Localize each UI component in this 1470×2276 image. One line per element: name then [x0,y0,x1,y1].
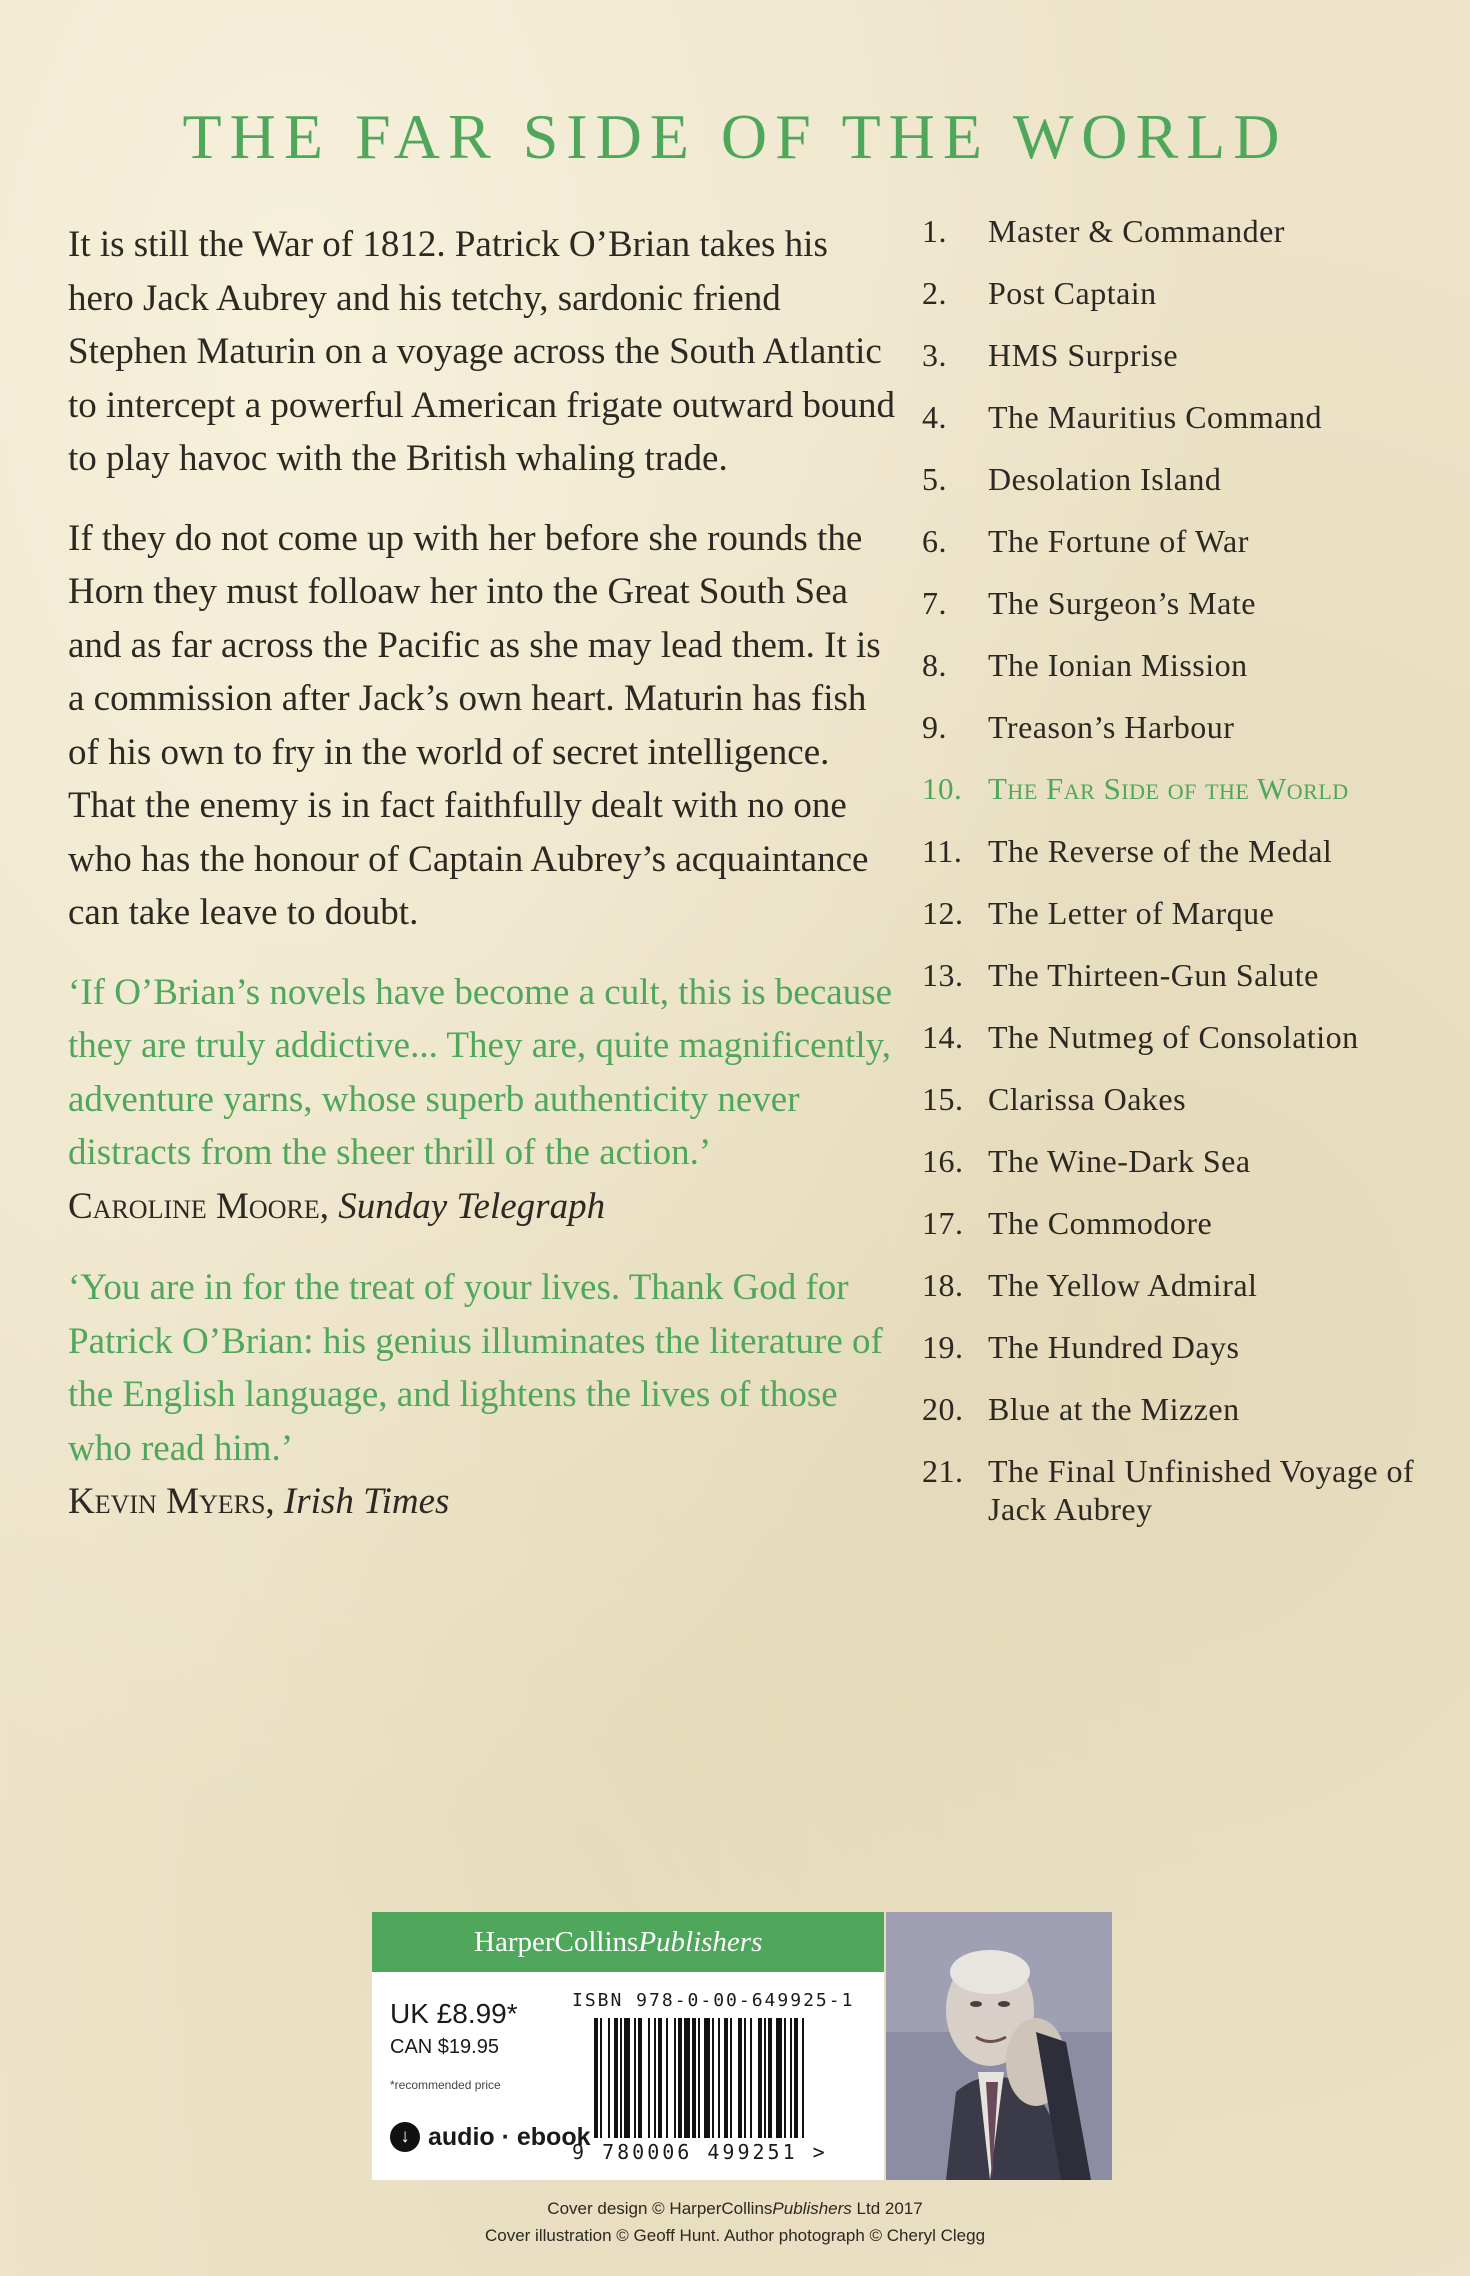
series-item [922,398,1462,460]
barcode-bar [624,2018,630,2138]
series-title: Blue at the Mizzen [988,1391,1240,1427]
series-item [922,956,1462,1018]
series-number: 12. [922,895,964,931]
series-title: HMS Surprise [988,337,1179,373]
book-title: THE FAR SIDE OF THE WORLD [182,101,1288,172]
series-item [922,1452,1462,1536]
series-number: 20. [922,1391,964,1427]
series-number: 8. [922,647,947,683]
series-item-current [922,770,1462,832]
series-title: The Far Side of the World [988,771,1349,806]
series-number: 15. [922,1081,964,1117]
barcode-bar [738,2018,742,2138]
barcode-bar [666,2018,668,2138]
barcode-bar [768,2018,772,2138]
series-title: The Letter of Marque [988,895,1275,931]
quote-author: Kevin Myers [68,1481,266,1522]
quote-text: ‘You are in for the treat of your lives. Thank God for Patrick O’Brian: his genius illuminates the literature of the English language, and lightens the lives of those who read him.’ [68,1267,883,1469]
barcode-panel [372,1912,1112,2180]
download-arrow-icon: ↓ [390,2122,420,2152]
series-title: The Mauritius Command [988,399,1323,435]
credit-line-design [0,2195,1470,2222]
barcode-bar [638,2018,642,2138]
review-quote-2 [68,1261,898,1529]
series-item [922,336,1462,398]
series-title: Master & Commander [988,213,1285,249]
series-number: 9. [922,709,947,745]
barcode-bar [784,2018,786,2138]
barcode-bar [594,2018,598,2138]
series-title: The Final Unfinished Voyage of Jack Aubrey [988,1453,1415,1527]
barcode-bar [744,2018,746,2138]
series-item [922,1142,1462,1204]
series-item [922,1328,1462,1390]
series-item [922,1080,1462,1142]
series-number: 16. [922,1143,964,1179]
series-title: The Hundred Days [988,1329,1240,1365]
series-number: 2. [922,275,947,311]
series-number: 3. [922,337,947,373]
barcode-bar [758,2018,762,2138]
author-photo [886,1912,1112,2180]
series-item [922,1204,1462,1266]
credit-publisher-italic: Publishers [772,2199,852,2218]
price-can: CAN $19.95 [390,2036,499,2058]
barcode-bar [712,2018,714,2138]
series-number: 21. [922,1453,964,1489]
price-note: *recommended price [390,2078,501,2092]
series-number: 18. [922,1267,964,1303]
barcode [594,2018,852,2138]
audio-ebook-label: audio · ebook [428,2122,591,2151]
series-title: The Yellow Admiral [988,1267,1258,1303]
barcode-bar [674,2018,676,2138]
isbn-label: ISBN 978-0-00-649925-1 [572,1990,855,2011]
barcode-bar [750,2018,752,2138]
credit-design-year: Ltd 2017 [851,2199,923,2218]
series-number: 14. [922,1019,964,1055]
barcode-bar [704,2018,710,2138]
barcode-bar [658,2018,662,2138]
quote-author: Caroline Moore [68,1185,320,1227]
series-title: Post Captain [988,275,1157,311]
barcode-bar [776,2018,782,2138]
series-title: Desolation Island [988,461,1222,497]
series-title: The Nutmeg of Consolation [988,1019,1359,1055]
series-number: 13. [922,957,964,993]
series-item [922,646,1462,708]
credit-line-illustration: Cover illustration © Geoff Hunt. Author photograph © Cheryl Clegg [484,2226,986,2245]
series-title: The Surgeon’s Mate [988,585,1256,621]
series-item [922,584,1462,646]
series-number: 10. [922,771,963,806]
series-item [922,1018,1462,1080]
series-item [922,1266,1462,1328]
blurb-column [68,218,898,1557]
series-item [922,212,1462,274]
series-list [922,212,1462,1536]
barcode-bar [678,2018,682,2138]
quote-text: ‘If O’Brian’s novels have become a cult, this is because they are truly addictive... They are, quite magnificently, adventure yarns, whose superb authenticity never distracts from the sheer thrill of the action.’ [68,971,893,1173]
series-item [922,832,1462,894]
series-title: The Commodore [988,1205,1213,1241]
quote-publication: Sunday Telegraph [338,1185,606,1227]
quote-publication: Irish Times [283,1481,450,1522]
barcode-bar [634,2018,636,2138]
series-number: 7. [922,585,947,621]
series-number: 6. [922,523,947,559]
barcode-bar [684,2018,690,2138]
barcode-bar [724,2018,728,2138]
series-number: 5. [922,461,947,497]
barcode-bar [600,2018,602,2138]
barcode-bar [718,2018,720,2138]
barcode-bar [608,2018,610,2138]
publisher-name: HarperCollins [474,1926,639,1958]
quote-attribution: Kevin Myers, Irish Times [68,1481,450,1522]
barcode-bar [790,2018,792,2138]
price-barcode-area [372,1972,884,2180]
series-title: The Ionian Mission [988,647,1248,683]
series-item [922,894,1462,956]
series-item [922,460,1462,522]
series-item [922,1390,1462,1452]
barcode-bar [654,2018,656,2138]
publisher-logo [372,1912,884,1972]
barcode-bar [614,2018,618,2138]
publisher-suffix: Publishers [638,1926,763,1958]
barcode-bar [730,2018,732,2138]
barcode-digits: 9 780006 499251 > [572,2140,828,2164]
description-paragraph-2: If they do not come up with her before she rounds the Horn they must folloaw her into the Great South Sea and as far across the Pacific as she may lead them. It is a commission after Jack’s own heart. Maturin has fish of his own to fry in the world of secret intelligence. That the enemy is in fact faithfully dealt with no one who has the honour of Captain Aubrey’s acquaintance can take leave to doubt. [68,517,881,933]
series-title: Clarissa Oakes [988,1081,1187,1117]
series-title: The Reverse of the Medal [988,833,1333,869]
barcode-bar [802,2018,804,2138]
barcode-bar [794,2018,798,2138]
review-quote-1 [68,966,898,1234]
barcode-bar [648,2018,650,2138]
series-item [922,708,1462,770]
barcode-bar [764,2018,766,2138]
series-number: 19. [922,1329,964,1365]
series-number: 11. [922,833,963,869]
series-item [922,274,1462,336]
series-number: 1. [922,213,947,249]
author-portrait-image [886,1912,1112,2180]
series-item [922,522,1462,584]
series-number: 4. [922,399,947,435]
series-title: The Fortune of War [988,523,1249,559]
cover-credits [0,2195,1470,2249]
series-title: Treason’s Harbour [988,709,1235,745]
barcode-bar [698,2018,700,2138]
audio-ebook-badge [390,2122,591,2152]
barcode-bar [620,2018,622,2138]
quote-attribution: Caroline Moore, Sunday Telegraph [68,1185,606,1227]
barcode-bar [692,2018,696,2138]
description-paragraph-1: It is still the War of 1812. Patrick O’Brian takes his hero Jack Aubrey and his tetchy, sardonic friend Stephen Maturin on a voyage across the South Atlantic to intercept a powerful American frigate outward bound to play havoc with the British whaling trade. [68,224,896,479]
series-title: The Wine-Dark Sea [988,1143,1251,1179]
series-number: 17. [922,1205,964,1241]
price-uk: UK £8.99* [390,1998,518,2029]
credit-design-text: Cover design © HarperCollins [547,2199,773,2218]
series-title: The Thirteen-Gun Salute [988,957,1319,993]
